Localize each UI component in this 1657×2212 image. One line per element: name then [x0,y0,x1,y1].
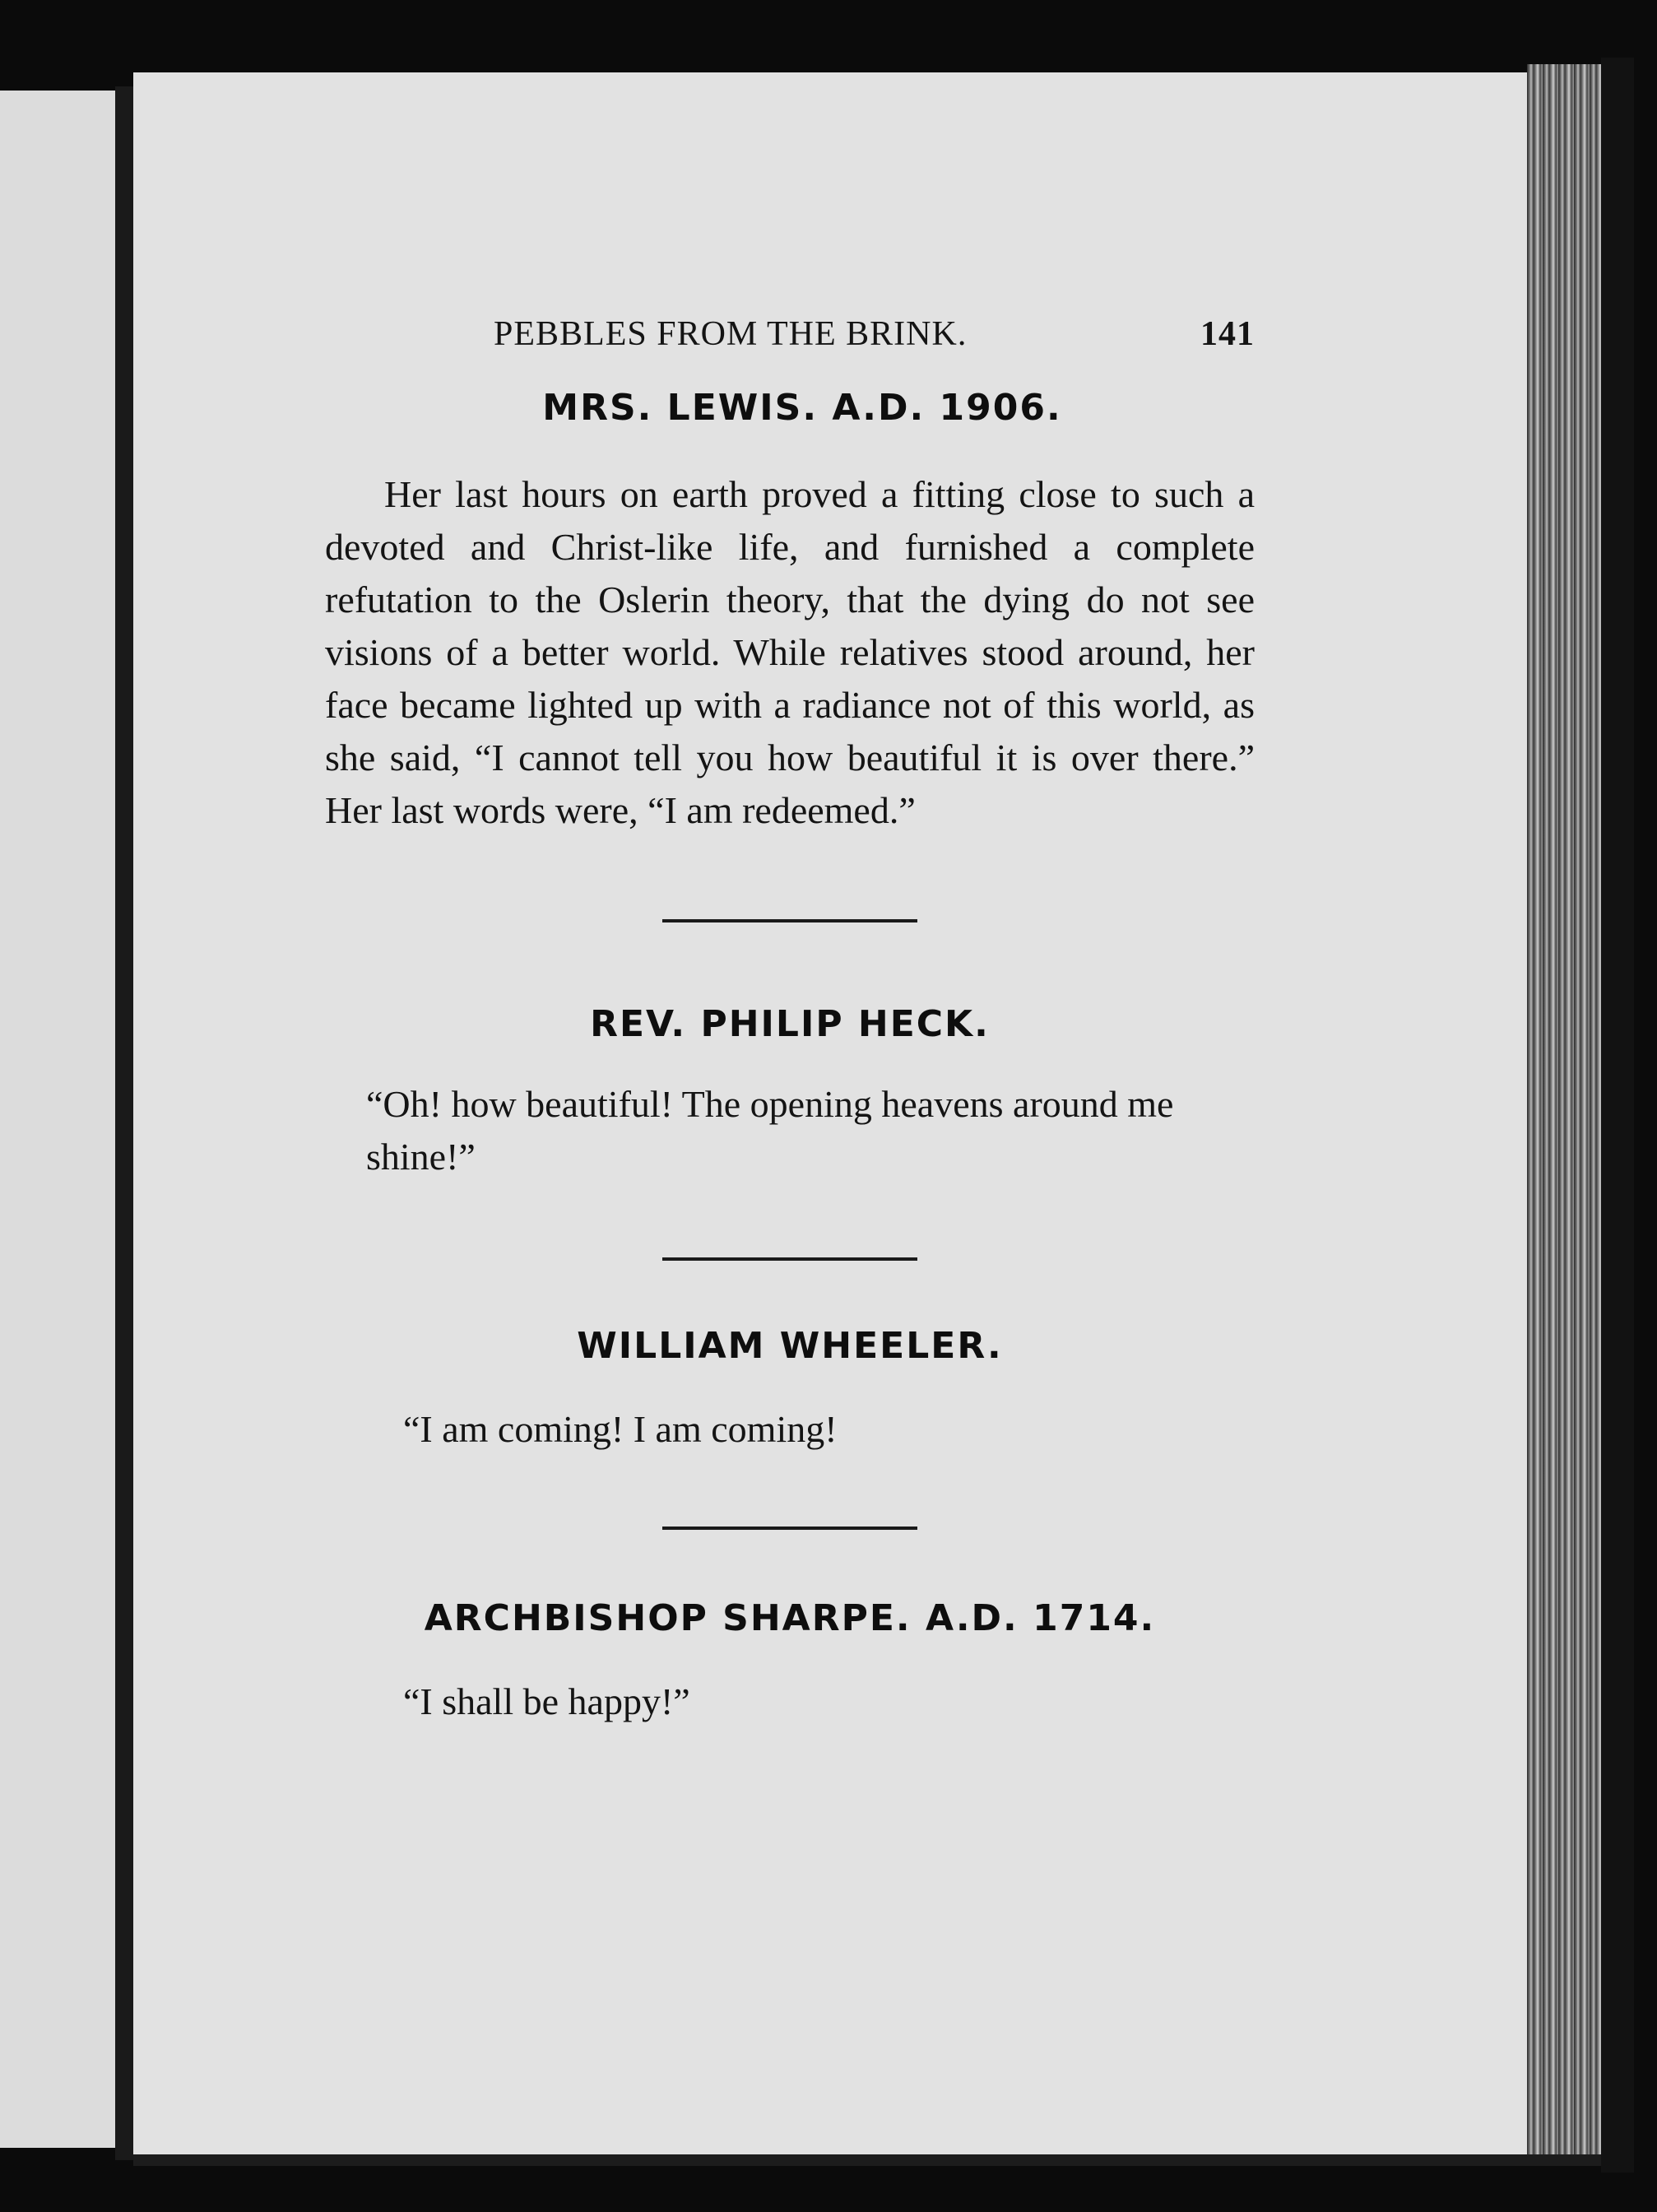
book-gutter [115,86,133,2160]
section-heading-mrs-lewis: MRS. LEWIS. A.D. 1906. [542,387,1062,429]
page-stack-edge [1527,64,1601,2163]
section-text-william-wheeler: “I am coming! I am coming! [403,1408,838,1450]
section-heading-philip-heck: REV. PHILIP HECK. [590,1003,990,1045]
section-divider [662,1527,917,1530]
section-text-archbishop-sharpe: “I shall be happy!” [403,1680,690,1722]
section-text-mrs-lewis [325,468,1255,837]
section-divider [662,1257,917,1261]
page-content [325,304,1255,1728]
section-heading-william-wheeler: WILLIAM WHEELER. [577,1325,1003,1367]
book-cover-edge [1601,58,1634,2172]
left-page-edge [0,91,115,2148]
page-number: 141 [1200,315,1255,353]
section-heading-archbishop-sharpe: ARCHBISHOP SHARPE. A.D. 1714. [424,1597,1156,1639]
section-text-mrs-lewis-body: Her last hours on earth proved a fitting close to such a devoted and Christ-like life, and furnished a complete refutation to the Oslerin theory, that the dying do not see visions of a better world. While relatives stood around, her face became lighted up with a radiance not of this world, as she said, “I cannot tell you how beautiful it is over there.” Her last words were, “I am redeemed.” [325,473,1255,831]
page-bottom-edge [133,2154,1601,2166]
running-title: PEBBLES FROM THE BRINK. [494,315,968,353]
section-divider [662,919,917,922]
running-head [325,304,1255,362]
section-text-philip-heck: “Oh! how beautiful! The opening heavens around me shine!” [366,1083,1174,1178]
